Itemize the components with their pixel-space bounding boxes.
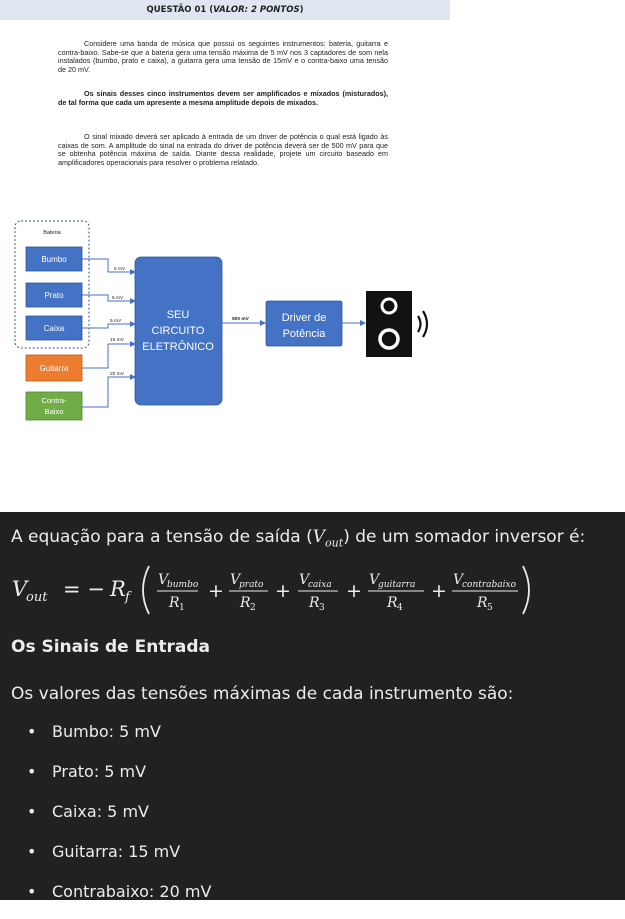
term5-den-sub: 5 <box>487 603 493 613</box>
eq-right-paren <box>523 566 529 614</box>
wire-contrabaixo <box>82 377 135 407</box>
wire-prato <box>82 295 135 301</box>
term1-den-sub: 1 <box>179 603 185 613</box>
bumbo-label: Bumbo <box>41 255 67 264</box>
plus-4: + <box>431 580 447 602</box>
question-header <box>0 0 450 20</box>
block-diagram <box>0 210 450 455</box>
eq-lhs-sub: out <box>26 590 48 605</box>
section-title: Os Sinais de Entrada <box>11 637 210 657</box>
term3-den-sub: 3 <box>319 603 325 613</box>
intro-symbol-sub: out <box>325 536 344 550</box>
signal-guitarra: 15 mV <box>110 338 124 343</box>
term4-den-r: R <box>387 595 398 611</box>
term2-den-sub: 2 <box>250 603 256 613</box>
question-header-suffix: ) <box>299 5 304 15</box>
answer-panel <box>0 512 625 900</box>
plus-2: + <box>275 580 291 602</box>
bullet-icon: • <box>27 842 37 861</box>
list-item-text: Contrabaixo: 20 mV <box>52 882 212 901</box>
driver-label-line1: Driver de <box>281 312 327 324</box>
term4-den-sub: 4 <box>397 603 403 613</box>
eq-rf: R <box>110 577 126 601</box>
summing-equation <box>12 560 572 620</box>
wire-caixa <box>82 324 135 328</box>
prato-label: Prato <box>44 291 64 300</box>
signal-contrabaixo: 20 mV <box>110 372 124 377</box>
term2-num-sub: prato <box>239 580 264 590</box>
term2-num-v: V <box>230 572 241 588</box>
circuit-label-line1: SEU <box>166 309 190 321</box>
term3-num-v: V <box>299 572 310 588</box>
bullet-icon: • <box>27 802 37 821</box>
bullet-icon: • <box>27 882 37 901</box>
question-paragraph-1: Considere uma banda de música que possui os seguintes instrumentos: bateria, guitarra e contra-baixo. Sabe-se que a bateria gera uma tensão máxima de 5 mV nos 3 captadores de som nela instalados (bumbo, prato e caixa), a guitarra gera uma tensão de 15mV e o contra-baixo uma tensão de 20 mV. <box>58 39 388 75</box>
list-intro: Os valores das tensões máximas de cada instrumento são: <box>11 684 514 704</box>
intro-symbol: V <box>312 527 326 547</box>
signal-output: 500 mV <box>232 317 249 322</box>
term1-num-v: V <box>158 572 169 588</box>
question-paragraph-2: Os sinais desses cinco instrumentos devem ser amplificados e mixados (misturados), de tal forma que cada um apresente a mesma amplitude depois de mixados. <box>58 89 388 107</box>
list-item-text: Bumbo: 5 mV <box>52 722 161 741</box>
term4-num-sub: guitarra <box>378 580 416 590</box>
signal-prato: 5 mV <box>112 296 124 301</box>
question-header-value: VALOR: 2 PONTOS <box>213 5 300 15</box>
wire-guitarra <box>82 344 135 368</box>
term3-den-r: R <box>309 595 320 611</box>
eq-lhs-v: V <box>12 577 28 601</box>
term4-num-v: V <box>369 572 380 588</box>
plus-3: + <box>346 580 362 602</box>
signal-bumbo: 5 mV <box>114 267 126 272</box>
bateria-group-label: Bateria <box>43 230 61 236</box>
term5-num-sub: contrabaixo <box>462 580 517 590</box>
question-paragraph-3: O sinal mixado deverá ser aplicado à entrada de um driver de potência o qual está ligado às caixas de som. A amplitude do sinal na entrada do driver de potência deverá ser de 500 mV para que se obtenha potência máxima de saída. Diante dessa realidade, projete um circuito baseado em amplificadores operacionais para resolver o problema relatado. <box>58 132 388 168</box>
term5-den-r: R <box>477 595 488 611</box>
guitarra-label: Guitarra <box>39 364 69 373</box>
speaker-icon <box>366 291 427 357</box>
wire-bumbo <box>82 259 135 272</box>
question-header-prefix: QUESTÃO 01 ( <box>146 5 214 15</box>
intro-suffix: ) de um somador inversor é: <box>343 527 586 547</box>
bullet-icon: • <box>27 722 37 741</box>
list-item-text: Guitarra: 15 mV <box>52 842 181 861</box>
eq-equals: = − <box>63 577 105 601</box>
eq-rf-sub: f <box>125 590 130 605</box>
driver-label-line2: Potência <box>282 328 326 340</box>
question-document <box>0 0 450 455</box>
contrabaixo-label-line2: Baixo <box>44 407 64 416</box>
circuit-label-line3: ELETRÔNICO <box>142 341 214 353</box>
term1-num-sub: bumbo <box>167 580 199 590</box>
circuit-label-line2: CIRCUITO <box>151 325 205 337</box>
caixa-label: Caixa <box>43 324 65 333</box>
contrabaixo-label-line1: Contra- <box>41 396 67 405</box>
eq-left-paren <box>143 566 149 614</box>
term1-den-r: R <box>169 595 180 611</box>
bullet-icon: • <box>27 762 37 781</box>
list-item-text: Prato: 5 mV <box>52 762 147 781</box>
signal-caixa: 5 mV <box>110 319 122 324</box>
term3-num-sub: caixa <box>308 580 332 590</box>
term2-den-r: R <box>240 595 251 611</box>
equation-intro <box>11 527 585 549</box>
page-spacer <box>0 455 625 512</box>
intro-prefix: A equação para a tensão de saída ( <box>11 527 313 547</box>
term5-num-v: V <box>453 572 464 588</box>
plus-1: + <box>208 580 224 602</box>
list-item-text: Caixa: 5 mV <box>52 802 149 821</box>
